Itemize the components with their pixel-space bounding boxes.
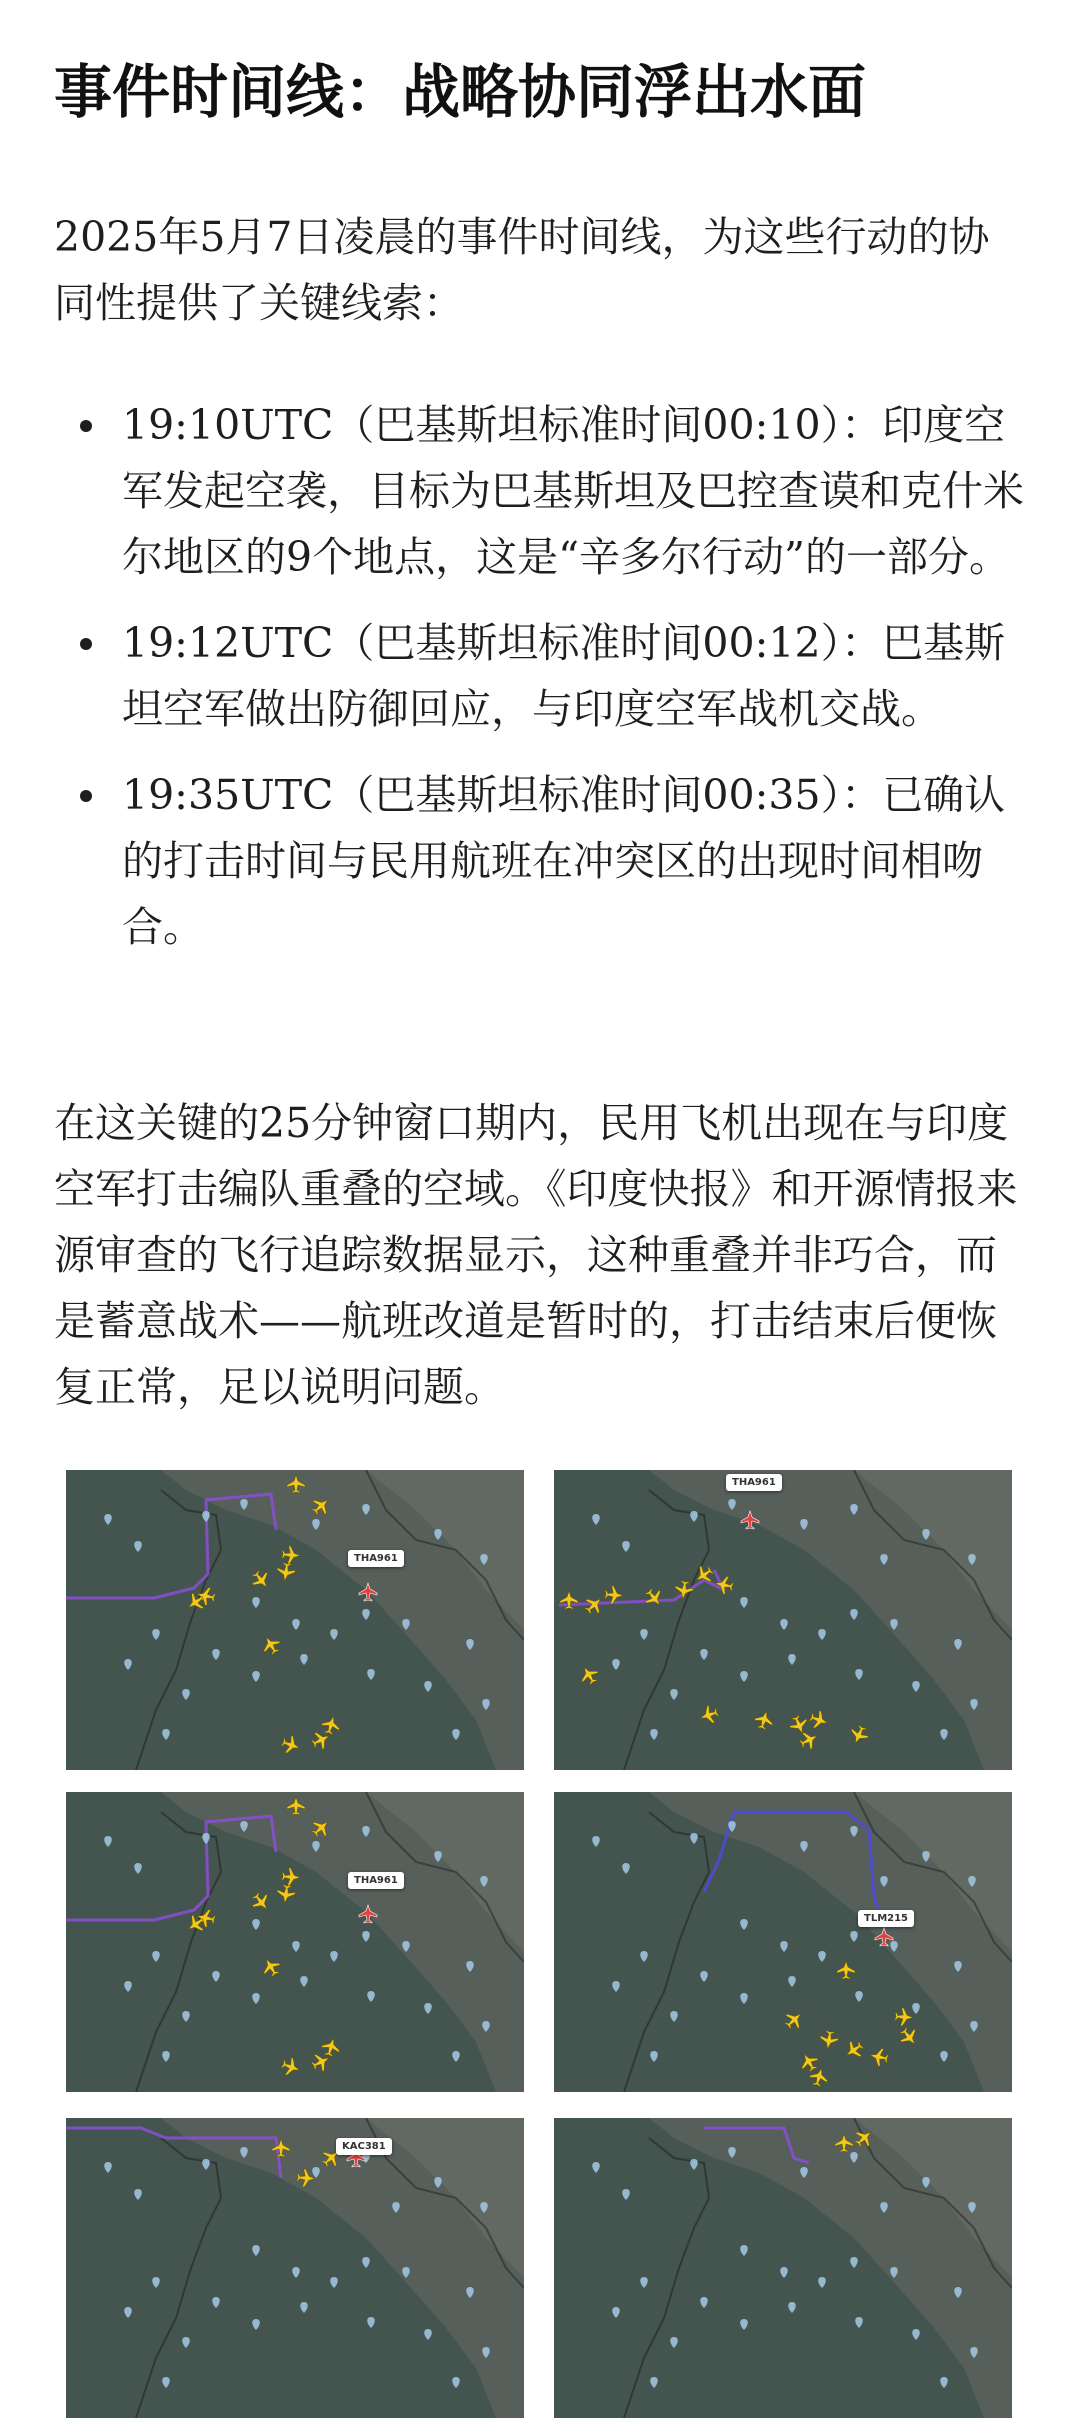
bullet-icon: [80, 638, 92, 650]
timeline-item: [54, 392, 1030, 590]
map-canvas: [554, 1792, 1012, 2092]
flight-tracking-map: [554, 2118, 1012, 2418]
flight-callsign-label: KAC381: [336, 2138, 392, 2155]
flight-callsign-label: THA961: [348, 1550, 404, 1567]
bullet-icon: [80, 420, 92, 432]
timeline-item-text: 19:12UTC（巴基斯坦标准时间00:12）：巴基斯坦空军做出防御回应，与印度空军战机交战。: [122, 619, 1006, 733]
flight-tracking-map: [554, 1470, 1012, 1770]
bullet-icon: [80, 790, 92, 802]
timeline-item: [54, 610, 1030, 742]
map-canvas: [66, 1470, 524, 1770]
timeline-item: [54, 762, 1030, 960]
flight-tracking-map: [66, 1470, 524, 1770]
map-canvas: [66, 2118, 524, 2418]
intro-paragraph: 2025年5月7日凌晨的事件时间线，为这些行动的协同性提供了关键线索：: [54, 213, 990, 327]
article-title: 事件时间线：战略协同浮出水面: [54, 58, 867, 126]
map-canvas: [554, 2118, 1012, 2418]
map-canvas: [554, 1470, 1012, 1770]
conclusion-paragraph: 在这关键的25分钟窗口期内，民用飞机出现在与印度空军打击编队重叠的空域。《印度快报》和开源情报来源审查的飞行追踪数据显示，这种重叠并非巧合，而是蓄意战术——航班改道是暂时的，打击结束后便恢复正常，足以说明问题。: [54, 1099, 1018, 1411]
map-canvas: [66, 1792, 524, 2092]
flight-tracking-map: [554, 1792, 1012, 2092]
flight-tracking-map: [66, 1792, 524, 2092]
timeline-list: [54, 392, 1030, 980]
flight-tracking-map: [66, 2118, 524, 2418]
timeline-item-text: 19:10UTC（巴基斯坦标准时间00:10）：印度空军发起空袭，目标为巴基斯坦及巴控查谟和克什米尔地区的9个地点，这是“辛多尔行动”的一部分。: [122, 401, 1024, 581]
timeline-item-text: 19:35UTC（巴基斯坦标准时间00:35）：已确认的打击时间与民用航班在冲突区的出现时间相吻合。: [122, 771, 1006, 951]
flight-callsign-label: THA961: [726, 1474, 782, 1491]
flight-callsign-label: THA961: [348, 1872, 404, 1889]
flight-callsign-label: TLM215: [858, 1910, 914, 1927]
